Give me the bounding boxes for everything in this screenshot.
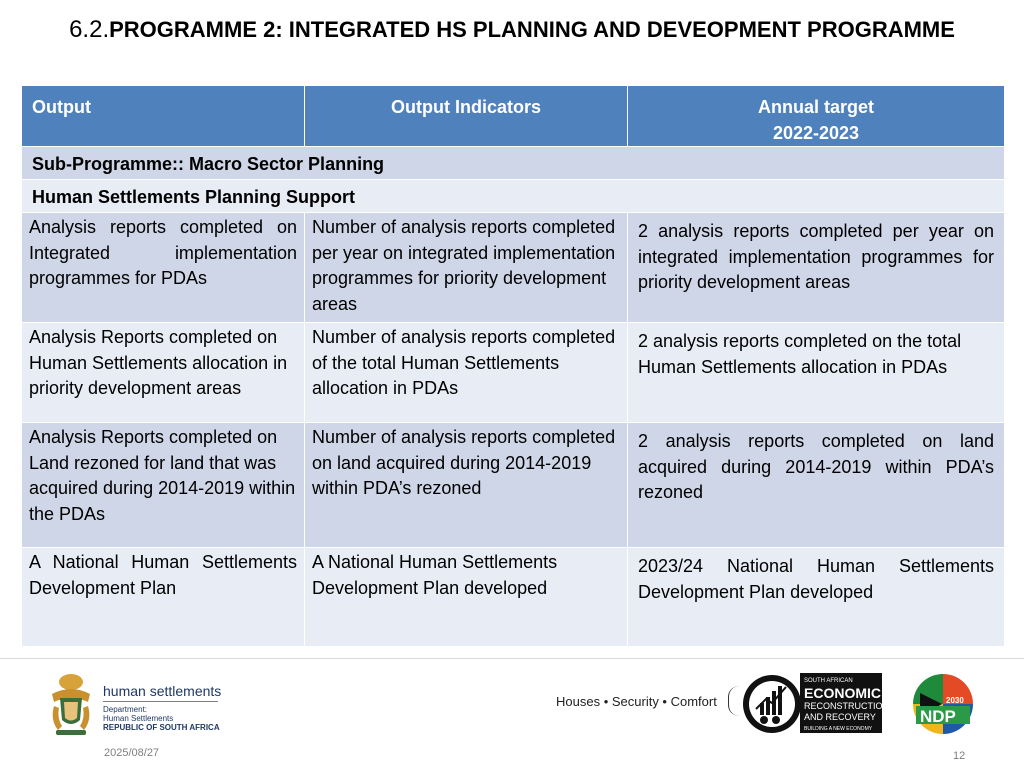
svg-text:SOUTH AFRICAN: SOUTH AFRICAN xyxy=(804,678,853,684)
table-row xyxy=(22,423,1005,548)
row-output: Analysis Reports completed on Human Settlements allocation in priority development areas xyxy=(29,327,288,398)
svg-text:ECONOMIC: ECONOMIC xyxy=(804,685,881,701)
economic-recovery-logo xyxy=(742,673,887,740)
row-indicator: Number of analysis reports completed on land acquired during 2014-2019 within PDA’s rezoned xyxy=(312,427,616,498)
table-row xyxy=(22,548,1005,647)
row-output: Analysis reports completed on Integrated implementation programmes for PDAs xyxy=(29,217,297,288)
coat-of-arms-logo xyxy=(48,672,94,743)
table-row xyxy=(22,323,1005,423)
row-target: 2 analysis reports completed per year on integrated implementation programmes for priority development areas xyxy=(638,221,994,292)
sub-programme-row xyxy=(22,147,1005,180)
bracket-decoration xyxy=(728,686,739,716)
row-indicator: A National Human Settlements Development Plan developed xyxy=(312,552,558,598)
title-number: 6.2. xyxy=(69,16,110,43)
ndp-2030-logo xyxy=(912,673,974,740)
table-header-row xyxy=(22,86,1005,147)
slogan: Houses • Security • Comfort xyxy=(556,694,717,709)
row-target: 2 analysis reports completed on the total Human Settlements allocation in PDAs xyxy=(638,331,962,377)
svg-text:2030: 2030 xyxy=(946,696,964,705)
row-target: 2023/24 National Human Settlements Development Plan developed xyxy=(638,556,994,602)
programme-table xyxy=(21,85,1005,647)
row-output: Analysis Reports completed on Land rezoned for land that was acquired during 2014-2019 within the PDAs xyxy=(29,427,296,524)
page-number: 12 xyxy=(953,750,966,762)
section-label: Human Settlements Planning Support xyxy=(32,187,356,207)
header-output: Output xyxy=(22,86,305,147)
department-logo: human settlements Department: Human Settlements REPUBLIC OF SOUTH AFRICA xyxy=(103,683,222,732)
section-row xyxy=(22,180,1005,213)
row-output: A National Human Settlements Development Plan xyxy=(29,552,297,598)
slide-date: 2025/08/27 xyxy=(104,747,160,759)
svg-text:NDP: NDP xyxy=(920,707,956,726)
footer-divider xyxy=(0,658,1024,659)
svg-text:RECONSTRUCTION: RECONSTRUCTION xyxy=(804,701,887,711)
slide-title xyxy=(40,14,984,49)
sub-programme-label: Sub-Programme:: Macro Sector Planning xyxy=(32,154,385,174)
row-indicator: Number of analysis reports completed per year on integrated implementation programmes for priority development areas xyxy=(312,217,616,314)
title-text: PROGRAMME 2: INTEGRATED HS PLANNING AND DEVEOPMENT PROGRAMME xyxy=(109,17,955,42)
header-annual-target: Annual target 2022-2023 xyxy=(628,86,1005,147)
svg-text:BUILDING A NEW ECONOMY: BUILDING A NEW ECONOMY xyxy=(804,726,873,732)
header-output-indicators: Output Indicators xyxy=(305,86,628,147)
row-indicator: Number of analysis reports completed of the total Human Settlements allocation in PDAs xyxy=(312,327,616,398)
table-row xyxy=(22,213,1005,323)
svg-text:AND RECOVERY: AND RECOVERY xyxy=(804,712,876,722)
row-target: 2 analysis reports completed on land acquired during 2014-2019 within PDA’s rezoned xyxy=(638,431,994,502)
department-name: human settlements xyxy=(103,683,222,699)
